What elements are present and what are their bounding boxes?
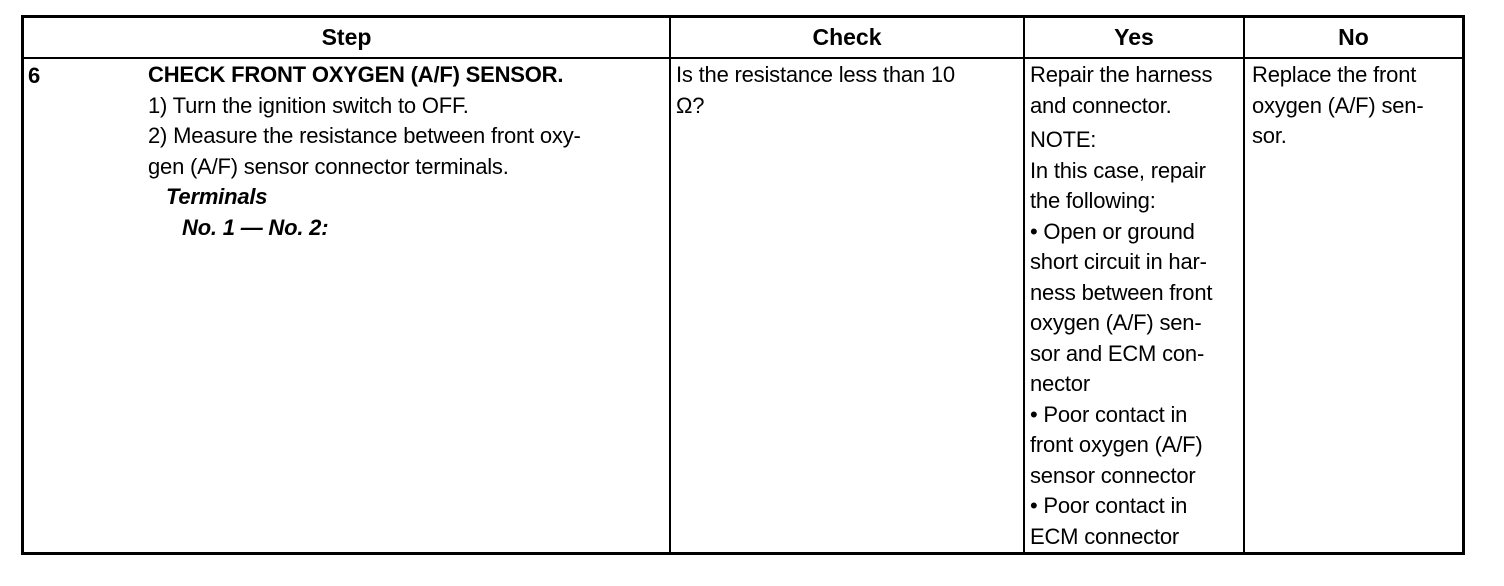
note-line: • Open or ground xyxy=(1030,218,1195,244)
header-no: No xyxy=(1338,24,1369,50)
step-cell xyxy=(148,60,668,243)
diagnostic-table xyxy=(21,15,1465,555)
yes-cell xyxy=(1030,60,1244,552)
no-cell xyxy=(1252,60,1462,152)
note-line: front oxygen (A/F) xyxy=(1030,432,1203,457)
step-line: 2) Measure the resistance between front oxy- xyxy=(148,123,581,148)
step-number: 6 xyxy=(28,63,41,88)
terminals-value: No. 1 — No. 2: xyxy=(182,214,329,240)
header-check: Check xyxy=(812,24,882,50)
no-line: Replace the front xyxy=(1252,62,1417,87)
note-line: oxygen (A/F) sen- xyxy=(1030,310,1202,335)
header-divider xyxy=(24,57,1462,59)
no-line: oxygen (A/F) sen- xyxy=(1252,92,1424,118)
note-line: the following: xyxy=(1030,188,1156,213)
step-title: CHECK FRONT OXYGEN (A/F) SENSOR. xyxy=(148,62,564,87)
yes-line: and connector. xyxy=(1030,92,1172,118)
note-line: • Poor contact in xyxy=(1030,493,1188,518)
note-line: ECM connector xyxy=(1030,523,1180,549)
note-line: • Poor contact in xyxy=(1030,401,1188,427)
column-divider-step-check xyxy=(669,18,671,552)
note-line: short circuit in har- xyxy=(1030,249,1207,274)
note-line: sor and ECM con- xyxy=(1030,340,1205,366)
header-step: Step xyxy=(321,24,372,50)
note-line: sensor connector xyxy=(1030,462,1196,488)
note-label: NOTE: xyxy=(1030,127,1097,152)
check-cell xyxy=(676,60,1024,121)
step-line: gen (A/F) sensor connector terminals. xyxy=(148,153,509,179)
check-line: Ω? xyxy=(676,92,705,118)
terminals-label: Terminals xyxy=(166,184,268,209)
note-line: ness between front xyxy=(1030,279,1213,305)
no-line: sor. xyxy=(1252,123,1287,148)
check-line: Is the resistance less than 10 xyxy=(676,62,955,87)
note-line: nector xyxy=(1030,371,1090,396)
step-line: 1) Turn the ignition switch to OFF. xyxy=(148,92,469,118)
yes-line: Repair the harness xyxy=(1030,62,1213,87)
note-line: In this case, repair xyxy=(1030,157,1206,183)
header-yes: Yes xyxy=(1114,24,1154,50)
